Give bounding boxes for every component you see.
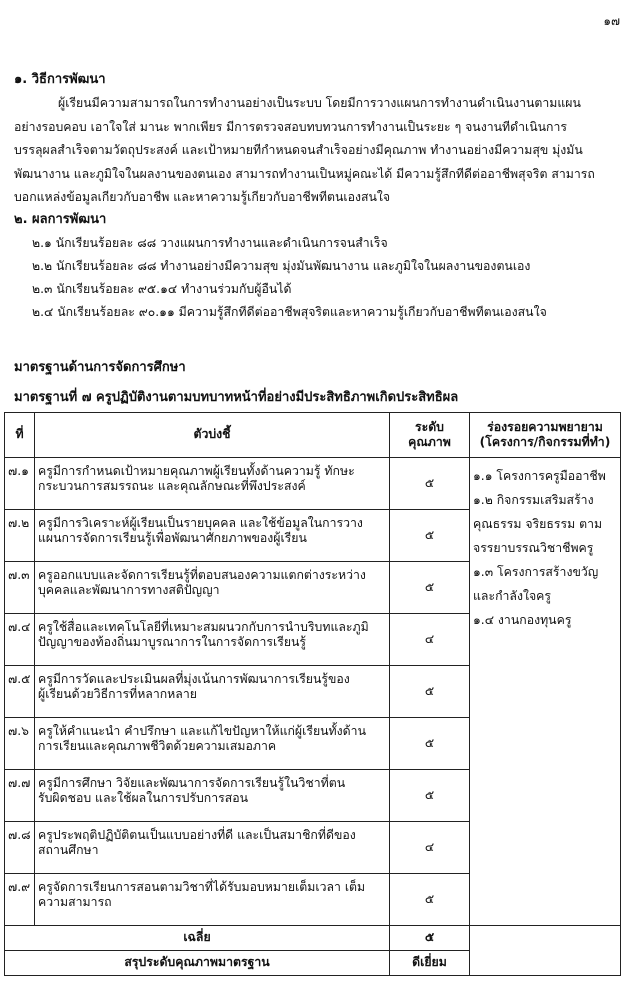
row-indicator [35, 614, 390, 666]
indicator-line: ความสามารถ [38, 895, 112, 910]
table-header-row [5, 413, 621, 458]
indicator-line: ครูมีการกำหนดเป้าหมายคุณภาพผู้เรียนทั้งด้านความรู้ ทักษะ [38, 464, 355, 478]
indicator-line: ครูใช้สื่อและเทคโนโลยีที่เหมาะสมผนวกกับการนำบริบทและภูมิ [38, 620, 369, 634]
project-line: ๑.๑ โครงการครูมืออาชีพ [473, 469, 606, 483]
project-line: จรรยาบรรณวิชาชีพครู [473, 541, 594, 555]
summary-blank-cell [470, 926, 621, 976]
header-indicator: ตัวบ่งชี้ [35, 413, 390, 458]
indicator-line: ผู้เรียนด้วยวิธีการที่หลากหลาย [38, 687, 197, 702]
standard-table [4, 412, 621, 976]
header-projects-line1: ร่องรอยความพยายาม [487, 419, 603, 434]
row-no: ๗.๙ [5, 874, 35, 926]
method-line: ผู้เรียนมีความสามารถในการทำงานอย่างเป็นระบบ โดยมีการวางแผนการทำงานดำเนินงานตามแผน [58, 96, 581, 110]
header-level-line2: คุณภาพ [408, 435, 451, 449]
standards-heading: มาตรฐานด้านการจัดการศึกษา [14, 360, 186, 375]
row-indicator [35, 874, 390, 926]
summary-value: ดีเยี่ยม [390, 951, 470, 976]
indicator-line: สถานศึกษา [38, 843, 99, 858]
indicator-line: รับผิดชอบ และใช้ผลในการปรับการสอน [38, 791, 249, 806]
result-item: ๒.๓ นักเรียนร้อยละ ๙๕.๑๔ ทำงานร่วมกับผู้อื่นได้ [32, 282, 292, 296]
row-no: ๗.๔ [5, 614, 35, 666]
method-line: พัฒนางาน และภูมิใจในผลงานของตนเอง สามารถทำงานเป็นหมู่คณะได้ มีความรู้สึกที่ดีต่ออาชีพสุจริต สามารถ [14, 166, 595, 181]
header-level [390, 413, 470, 458]
row-level: ๕ [390, 510, 470, 562]
row-indicator [35, 458, 390, 510]
method-line: อย่างรอบคอบ เอาใจใส่ มานะ พากเพียร มีการตรวจสอบทบทวนการทำงานเป็นระยะ ๆ จนงานที่ดำเนินการ [14, 119, 567, 134]
indicator-line: ครูประพฤติปฏิบัติตนเป็นแบบอย่างที่ดี และเป็นสมาชิกที่ดีของ [38, 828, 356, 842]
indicator-line: ครูออกแบบและจัดการเรียนรู้ที่ตอบสนองความแตกต่างระหว่าง [38, 568, 366, 582]
row-indicator [35, 562, 390, 614]
row-indicator [35, 822, 390, 874]
section-heading-results: ๒. ผลการพัฒนา [14, 212, 107, 227]
row-level: ๕ [390, 458, 470, 510]
table-row [5, 458, 621, 510]
project-line: คุณธรรม จริยธรรม ตาม [473, 517, 603, 531]
indicator-line: กระบวนการสมรรถนะ และคุณลักษณะที่พึงประสงค์ [38, 479, 306, 494]
header-level-line1: ระดับ [414, 419, 444, 434]
average-label: เฉลี่ย [5, 926, 390, 951]
indicator-line: ครูมีการวัดและประเมินผลที่มุ่งเน้นการพัฒนาการเรียนรู้ของ [38, 672, 350, 686]
row-indicator [35, 666, 390, 718]
table-title: มาตรฐานที่ ๗ ครูปฏิบัติงานตามบทบาทหน้าที่อย่างมีประสิทธิภาพเกิดประสิทธิผล [14, 390, 459, 405]
project-line: ๑.๔ งานกองทุนครู [473, 613, 572, 627]
header-projects [470, 413, 621, 458]
row-no: ๗.๓ [5, 562, 35, 614]
result-item: ๒.๒ นักเรียนร้อยละ ๘๘ ทำงานอย่างมีความสุข มุ่งมั่นพัฒนางาน และภูมิใจในผลงานของตนเอง [32, 259, 531, 273]
method-paragraph [14, 96, 614, 214]
project-line: และกำลังใจครู [473, 589, 551, 603]
row-indicator [35, 510, 390, 562]
results-list [32, 236, 622, 328]
page-number: ๑๗ [603, 14, 620, 28]
summary-label: สรุประดับคุณภาพมาตรฐาน [5, 951, 390, 976]
projects-cell [470, 458, 621, 926]
row-no: ๗.๕ [5, 666, 35, 718]
project-line: ๑.๓ โครงการสร้างขวัญ [473, 565, 599, 579]
row-no: ๗.๑ [5, 458, 35, 510]
row-level: ๕ [390, 874, 470, 926]
row-level: ๕ [390, 718, 470, 770]
row-no: ๗.๘ [5, 822, 35, 874]
row-level: ๕ [390, 770, 470, 822]
row-no: ๗.๒ [5, 510, 35, 562]
method-line: บรรลุผลสำเร็จตามวัตถุประสงค์ และเป้าหมายที่กำหนดจนสำเร็จอย่างมีคุณภาพ ทำงานอย่างมีความสุข มุ่งมั่น [14, 143, 583, 157]
header-no: ที่ [5, 413, 35, 458]
project-line: ๑.๒ กิจกรรมเสริมสร้าง [473, 493, 594, 507]
row-indicator [35, 718, 390, 770]
indicator-line: ครูให้คำแนะนำ คำปรึกษา และแก้ไขปัญหาให้แก่ผู้เรียนทั้งด้าน [38, 724, 366, 738]
indicator-line: ครูมีการศึกษา วิจัยและพัฒนาการจัดการเรียนรู้ในวิชาที่ตน [38, 776, 346, 790]
average-row [5, 926, 621, 951]
indicator-line: ครูมีการวิเคราะห์ผู้เรียนเป็นรายบุคคล และใช้ข้อมูลในการวาง [38, 516, 363, 530]
method-line: บอกแหล่งข้อมูลเกี่ยวกับอาชีพ และหาความรู้เกี่ยวกับอาชีพที่ตนเองสนใจ [14, 190, 391, 204]
row-level: ๔ [390, 822, 470, 874]
row-level: ๕ [390, 666, 470, 718]
section-heading-method: ๑. วิธีการพัฒนา [14, 72, 106, 87]
row-no: ๗.๗ [5, 770, 35, 822]
row-indicator [35, 770, 390, 822]
row-level: ๔ [390, 614, 470, 666]
indicator-line: แผนการจัดการเรียนรู้เพื่อพัฒนาศักยภาพของผู้เรียน [38, 531, 307, 546]
indicator-line: ปัญญาของท้องถิ่นมาบูรณาการในการจัดการเรียนรู้ [38, 635, 307, 650]
row-no: ๗.๖ [5, 718, 35, 770]
average-value: ๕ [390, 926, 470, 951]
indicator-line: การเรียนและคุณภาพชีวิตด้วยความเสมอภาค [38, 739, 277, 754]
indicator-line: บุคคลและพัฒนาการทางสติปัญญา [38, 583, 220, 598]
result-item: ๒.๑ นักเรียนร้อยละ ๘๘ วางแผนการทำงานและดำเนินการจนสำเร็จ [32, 236, 388, 250]
result-item: ๒.๔ นักเรียนร้อยละ ๙๐.๑๑ มีความรู้สึกที่ดีต่ออาชีพสุจริตและหาความรู้เกี่ยวกับอาชีพที่ตนเองสนใจ [32, 305, 547, 319]
header-projects-line2: (โครงการ/กิจกรรมที่ทำ) [479, 435, 611, 449]
indicator-line: ครูจัดการเรียนการสอนตามวิชาที่ได้รับมอบหมายเต็มเวลา เต็ม [38, 880, 366, 894]
row-level: ๕ [390, 562, 470, 614]
